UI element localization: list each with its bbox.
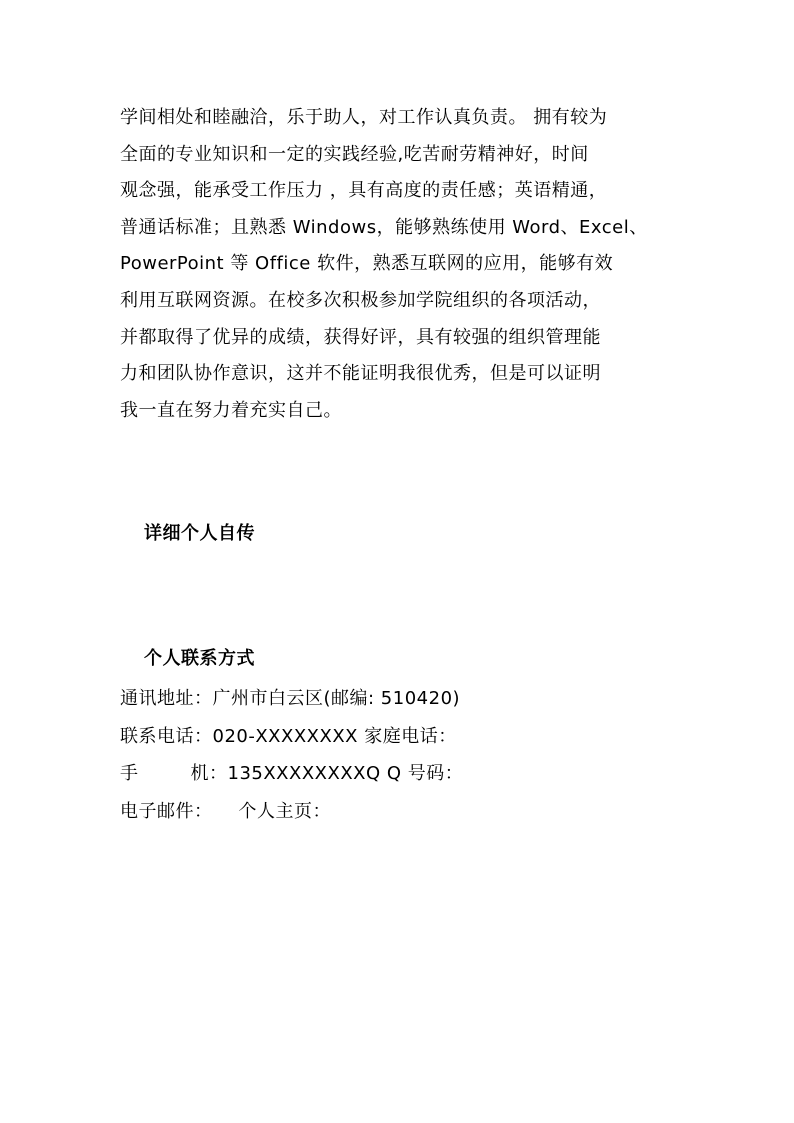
email-label: 电子邮件： (120, 800, 213, 822)
self-introduction-paragraph (120, 100, 680, 429)
paragraph-line: 利用互联网资源。在校多次积极参加学院组织的各项活动， (120, 289, 601, 311)
paragraph-line: 学间相处和睦融洽，乐于助人，对工作认真负责。 拥有较为 (120, 107, 608, 128)
contact-address (120, 680, 463, 718)
contact-email (120, 793, 463, 831)
paragraph-line: 观念强，能承受工作压力 ，具有高度的责任感；英语精通， (120, 180, 608, 202)
paragraph-line: PowerPoint 等 Office 软件，熟悉互联网的应用，能够有效 (120, 253, 614, 275)
paragraph-line: 普通话标准；且熟悉 Windows，能够熟练使用 Word、Excel、 (120, 216, 648, 238)
mobile-label-first: 手 (120, 763, 139, 784)
homepage-label: 个人主页： (238, 800, 331, 822)
mobile-text: 机：135XXXXXXXXQ Q 号码： (190, 763, 464, 784)
contact-phone (120, 718, 463, 756)
phone-text: 联系电话：020-XXXXXXXX 家庭电话： (120, 725, 457, 747)
paragraph-line: 全面的专业知识和一定的实践经验,吃苦耐劳精神好，时间 (120, 143, 589, 165)
contact-mobile (120, 755, 463, 793)
autobiography-heading: 详细个人自传 (144, 523, 255, 544)
contact-heading: 个人联系方式 (144, 648, 255, 669)
contact-info-list (120, 680, 463, 830)
address-text: 通讯地址：广州市白云区(邮编: 510420) (120, 688, 461, 709)
paragraph-line: 力和团队协作意识，这并不能证明我很优秀，但是可以证明 (120, 363, 601, 385)
paragraph-line: 并都取得了优异的成绩，获得好评，具有较强的组织管理能 (120, 326, 601, 348)
paragraph-line: 我一直在努力着充实自己。 (120, 399, 342, 421)
